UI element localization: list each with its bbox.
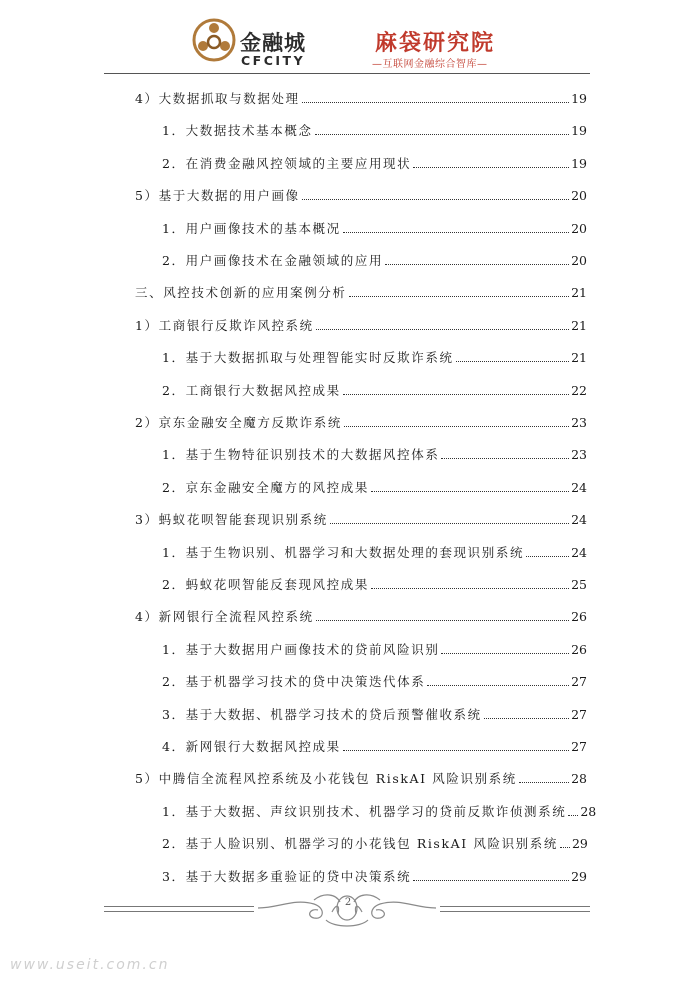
toc-entry-page: 19 xyxy=(571,91,587,106)
toc-entry-page: 21 xyxy=(571,317,587,333)
toc-entry[interactable] xyxy=(162,673,587,691)
toc-dot-leader xyxy=(484,718,569,719)
toc-entry-page: 28 xyxy=(571,771,587,787)
toc-entry[interactable] xyxy=(162,706,587,724)
toc-entry-title: 4）新网银行全流程风控系统 xyxy=(135,609,314,625)
toc-entry-page: 19 xyxy=(571,155,587,171)
toc-entry[interactable] xyxy=(162,868,587,886)
toc-entry-title: 3）蚂蚁花呗智能套现识别系统 xyxy=(135,512,328,528)
toc-entry[interactable] xyxy=(162,641,587,659)
toc-dot-leader xyxy=(441,653,569,654)
toc-entry[interactable] xyxy=(135,284,587,302)
toc-entry-page: 25 xyxy=(571,577,587,592)
toc-entry-page: 27 xyxy=(571,739,587,754)
footer-rule-right xyxy=(440,906,590,912)
toc-entry-title: 2．用户画像技术在金融领域的应用 xyxy=(162,253,384,268)
toc-entry[interactable] xyxy=(162,252,587,270)
toc-entry-page: 21 xyxy=(571,285,587,301)
toc-dot-leader xyxy=(349,296,570,297)
toc-entry[interactable] xyxy=(162,544,587,562)
toc-dot-leader xyxy=(302,102,569,103)
toc-entry-title: 3．基于大数据、机器学习技术的贷后预警催收系统 xyxy=(162,706,482,722)
toc-entry-title: 三、风控技术创新的应用案例分析 xyxy=(135,285,347,301)
toc-entry-title: 4．新网银行大数据风控成果 xyxy=(162,739,341,754)
toc-entry-page: 24 xyxy=(571,512,587,528)
toc-entry-page: 19 xyxy=(571,123,587,139)
toc-entry-title: 1．大数据技术基本概念 xyxy=(162,123,313,139)
footer-rule-left xyxy=(104,906,254,912)
toc-entry-title: 1．基于大数据、声纹识别技术、机器学习的贷前反欺诈侦测系统 xyxy=(162,803,567,819)
toc-dot-leader xyxy=(343,394,569,395)
toc-entry-title: 2．在消费金融风控领域的主要应用现状 xyxy=(162,155,412,171)
toc-entry[interactable] xyxy=(162,349,587,367)
toc-dot-leader xyxy=(413,167,569,168)
toc-entry-title: 2．基于人脸识别、机器学习的小花钱包 RiskAI 风险识别系统 xyxy=(162,836,558,852)
ornament-flourish-icon xyxy=(254,890,440,930)
toc-entry[interactable] xyxy=(135,187,587,205)
toc-entry-page: 23 xyxy=(571,447,587,463)
toc-entry-page: 21 xyxy=(571,350,587,366)
toc-entry-title: 2．京东金融安全魔方的风控成果 xyxy=(162,479,369,495)
toc-entry[interactable] xyxy=(135,770,587,788)
toc-entry[interactable] xyxy=(162,738,587,756)
toc-entry-title: 2．蚂蚁花呗智能反套现风控成果 xyxy=(162,577,369,592)
toc-entry-page: 23 xyxy=(571,415,587,430)
toc-dot-leader xyxy=(385,264,569,265)
toc-entry-page: 20 xyxy=(571,253,587,268)
toc-entry[interactable] xyxy=(135,90,587,108)
toc-entry-title: 1．基于大数据用户画像技术的贷前风险识别 xyxy=(162,641,440,657)
toc-dot-leader xyxy=(526,556,569,557)
toc-entry-title: 2．工商银行大数据风控成果 xyxy=(162,382,341,398)
toc-entry[interactable] xyxy=(162,479,587,497)
brand-name-en: CFCITY xyxy=(241,53,306,68)
toc-entry[interactable] xyxy=(135,317,587,335)
toc-entry[interactable] xyxy=(135,414,587,432)
brand-name-cn: 金融城 xyxy=(240,31,306,55)
toc-dot-leader xyxy=(371,588,569,589)
toc-entry-title: 5）基于大数据的用户画像 xyxy=(135,188,300,204)
toc-entry-title: 3．基于大数据多重验证的贷中决策系统 xyxy=(162,868,412,884)
toc-entry-title: 1．基于生物识别、机器学习和大数据处理的套现识别系统 xyxy=(162,544,525,560)
toc-entry-title: 1．基于大数据抓取与处理智能实时反欺诈系统 xyxy=(162,350,454,366)
toc-entry-page: 24 xyxy=(571,544,587,560)
toc-dot-leader xyxy=(343,232,569,233)
toc-entry-page: 26 xyxy=(571,641,587,657)
toc-dot-leader xyxy=(568,815,578,816)
toc-entry-page: 26 xyxy=(571,609,587,625)
toc-dot-leader xyxy=(413,880,569,881)
toc-dot-leader xyxy=(330,523,569,524)
toc-dot-leader xyxy=(316,620,569,621)
page-number: 2 xyxy=(344,897,352,908)
toc-dot-leader xyxy=(560,847,570,848)
toc-entry[interactable] xyxy=(162,382,587,400)
toc-entry-title: 2．基于机器学习技术的贷中决策迭代体系 xyxy=(162,674,426,690)
toc-dot-leader xyxy=(519,782,569,783)
toc-entry[interactable] xyxy=(162,803,597,821)
toc-entry-title: 1．用户画像技术的基本概况 xyxy=(162,220,341,236)
toc-entry-page: 24 xyxy=(571,479,587,495)
toc-dot-leader xyxy=(427,685,569,686)
toc-dot-leader xyxy=(456,361,570,362)
toc-dot-leader xyxy=(371,491,569,492)
toc-entry-title: 1．基于生物特征识别技术的大数据风控体系 xyxy=(162,447,440,463)
toc-entry-page: 27 xyxy=(571,706,587,722)
toc-entry[interactable] xyxy=(162,220,587,238)
toc-entry-title: 2）京东金融安全魔方反欺诈系统 xyxy=(135,415,342,430)
toc-entry[interactable] xyxy=(162,155,587,173)
toc-entry-title: 5）中腾信全流程风控系统及小花钱包 RiskAI 风险识别系统 xyxy=(135,771,517,787)
toc-entry-page: 27 xyxy=(571,674,587,690)
toc-entry[interactable] xyxy=(135,511,587,529)
toc-dot-leader xyxy=(343,750,569,751)
toc-dot-leader xyxy=(344,426,569,427)
institute-name: 麻袋研究院 xyxy=(375,31,496,56)
page-header xyxy=(0,0,695,76)
toc-dot-leader xyxy=(302,199,569,200)
toc-entry-title: 1）工商银行反欺诈风控系统 xyxy=(135,317,314,333)
toc-entry-page: 22 xyxy=(571,382,587,398)
watermark: www.useit.com.cn xyxy=(10,957,170,973)
toc-entry-page: 20 xyxy=(571,188,587,204)
toc-entry[interactable] xyxy=(162,576,587,594)
cfcity-logo-icon xyxy=(192,18,236,62)
toc-entry[interactable] xyxy=(162,122,587,140)
institute-subtitle: —互联网金融综合智库— xyxy=(372,59,488,70)
toc-dot-leader xyxy=(316,329,569,330)
toc-entry-page: 28 xyxy=(580,803,597,819)
toc-entry-page: 29 xyxy=(571,868,587,884)
toc-entry[interactable] xyxy=(135,608,587,626)
toc-entry[interactable] xyxy=(162,835,587,853)
toc-dot-leader xyxy=(441,458,569,459)
toc-dot-leader xyxy=(315,134,570,135)
toc-entry[interactable] xyxy=(162,446,587,464)
toc-entry-page: 29 xyxy=(571,836,588,852)
header-divider xyxy=(104,73,590,74)
toc-entry-title: 4）大数据抓取与数据处理 xyxy=(135,91,300,106)
toc-entry-page: 20 xyxy=(571,220,587,236)
